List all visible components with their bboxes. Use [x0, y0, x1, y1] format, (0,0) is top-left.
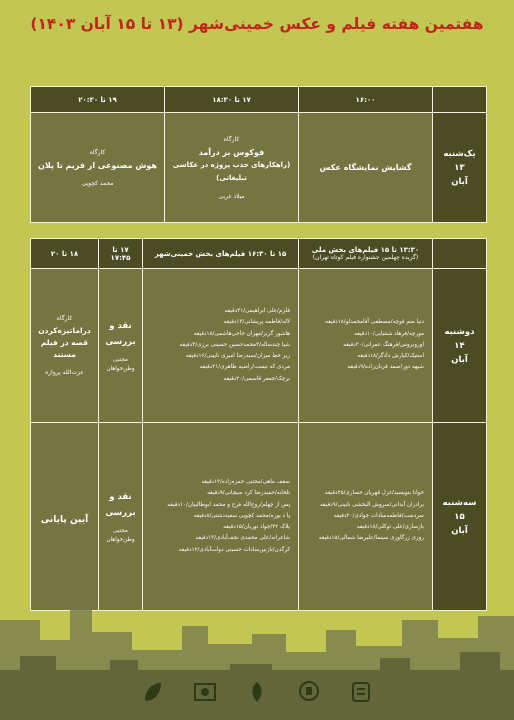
film-item: شیهه دور/صمد قربان‌زاده/۹دقیقه	[347, 364, 424, 371]
event-title: فوکوس بر درآمد	[198, 147, 265, 157]
film-item: کرگدن/نازنین‌سادات حسینی دولت‌آبادی/۱۲دقیقه	[178, 546, 290, 553]
critique-title: نقد و	[109, 320, 132, 331]
emblem-logo-icon	[244, 677, 270, 707]
event-kind: کارگاه	[89, 148, 106, 156]
title-text: هفتمین هفته فیلم و عکس خمینی‌شهر (۱۳ تا ۱۵ آبان ۱۴۰۳)	[30, 15, 484, 33]
time-header: ۱۹ تا ۲۰:۳۰	[31, 87, 165, 113]
day-cell	[433, 113, 487, 223]
time-header	[99, 239, 143, 269]
time-header: ۱۸ تا ۲۰	[31, 239, 99, 269]
local-films	[143, 269, 299, 423]
critique-speaker: وطن‌خواهان	[106, 365, 135, 372]
leaf-logo-icon	[140, 677, 166, 707]
header-line: (گزیده چهلمین جشنواره فیلم کوتاه تهران)	[312, 254, 419, 261]
event-cell	[299, 113, 433, 223]
schedule-mon-tue	[30, 238, 487, 611]
day-name: یک‌شنبه	[443, 148, 476, 159]
critique-title: نقد و	[109, 491, 132, 502]
film-item: اوروبروس/فرهنگ عمرانی/۲۰دقیقه	[343, 341, 424, 348]
film-item: مورچه/فرهاد شنتیایی/۱۰دقیقه	[354, 330, 424, 337]
event-title: گشایش نمایشگاه عکس	[319, 163, 412, 172]
film-item: لاله/فاطمه پریشانی/۱۳دقیقه	[223, 319, 290, 326]
film-item: خوانا بنویسید/غزل قهریان حصاری/۲۵دقیقه	[324, 490, 424, 497]
header-line: ۱۷ تا	[112, 245, 129, 254]
film-item: شیا چندساله/۳محمدحسین حسینی برزی/۴دقیقه	[179, 341, 290, 348]
ministry-logo-icon	[296, 677, 322, 707]
time-header: ۱۶:۰۰	[299, 87, 433, 113]
event-cell	[165, 113, 299, 223]
national-films	[299, 269, 433, 423]
critique-speaker: مجتبی	[113, 356, 128, 363]
association-logo-icon	[348, 677, 374, 707]
time-header: ۱۷ تا ۱۸:۳۰	[165, 87, 299, 113]
time-header: ۱۵ تا ۱۶:۳۰ فیلم‌های بخش خمینی‌شهر	[143, 239, 299, 269]
film-item: بازسازی/علی توکلی/۱۸دقیقه	[356, 524, 424, 531]
critique-title: بررسی	[105, 336, 136, 347]
evening-cell	[31, 269, 99, 423]
film-item: تلخابه/حمیدرضا کرد سیچانی/۹دقیقه	[207, 490, 290, 497]
film-item: پا د بوره/محمد کچویی سفیددشتی/۸دقیقه	[193, 512, 290, 519]
film-item: برادران آبدانی/سروش الیخشی نایینی/۹دقیقه	[319, 501, 424, 508]
event-subtitle: (راهکارهای جذب پروژه در عکاسی تبلیغاتی)	[172, 160, 291, 182]
film-item: پلاک ۲۲/جواد نوریان/۱۵دقیقه	[223, 524, 290, 531]
day-date: ۱۴	[454, 340, 465, 351]
film-item: روزی زرگاوزی سینما/علیرضا شمالی/۱۵دقیقه	[318, 535, 424, 542]
event-speaker: محمد کچویی	[81, 179, 114, 187]
film-item: قلزم/علی ابراهیمی/۳۱دقیقه	[224, 308, 290, 315]
event-speaker: میلاد غربی	[218, 192, 245, 200]
film-item: برچک/جعفر قاسمی/۲۰دقیقه	[223, 375, 290, 382]
event-title: دراماتیزه‌کردن قصه در فیلم مستند	[38, 326, 91, 359]
film-item: زیر خط میزان/سیدرضا امیری نایینی/۱۶دقیقه	[185, 353, 290, 360]
film-logo-icon	[192, 677, 218, 707]
film-item: دنیا منم قوچه/مصطفی آقامحمدلو/۱۸دقیقه	[325, 319, 424, 326]
day-month: آبان	[451, 525, 468, 536]
header-line: ۱۷:۴۵	[110, 253, 131, 262]
day-month: آبان	[451, 354, 468, 365]
day-month: آبان	[451, 176, 468, 187]
sponsor-logos	[0, 672, 514, 712]
header-line: ۱۳:۳۰ تا ۱۵ فیلم‌های بخش ملی	[311, 246, 420, 254]
critique-speaker: وطن‌خواهان	[106, 536, 135, 543]
day-cell	[433, 269, 487, 423]
film-item: هاشور گریز/مهران حاجی‌هاشمی/۱۸دقیقه	[193, 330, 290, 337]
film-item: استیک/کیارش دادگر/۱۸دقیقه	[357, 353, 424, 360]
event-kind: کارگاه	[56, 315, 73, 322]
day-name: سه‌شنبه	[442, 497, 477, 508]
poster-title	[10, 14, 504, 34]
event-title: هوش مصنوعی از فریم تا پلان	[38, 160, 157, 170]
film-item: پس از چهلم/روح‌الله فرح و محمد ابوطالبیان/۱۰دقیقه	[167, 501, 290, 508]
critique-title: بررسی	[105, 507, 136, 518]
film-item: مردی که نیست/راضیه طاهری/۲۱دقیقه	[199, 364, 290, 371]
day-date: ۱۵	[454, 511, 465, 522]
event-kind: کارگاه	[223, 135, 240, 143]
corner-cell	[433, 87, 487, 113]
event-cell	[31, 113, 165, 223]
time-header	[299, 239, 433, 269]
event-speaker: عزت‌الله پروازه	[45, 369, 84, 376]
critique-cell	[99, 269, 143, 423]
day-date: ۱۳	[454, 162, 465, 173]
film-item: شاعرانه/علی محمدی نجف‌آبادی/۱۳دقیقه	[195, 535, 290, 542]
film-item: سردست/فاطمه‌سادات جوادی/۲۰دقیقه	[333, 512, 424, 519]
closing-ceremony: آیین پایانی	[40, 515, 89, 525]
film-item: سقف ماهی/مجتبی حمزه‌زاده/۱۳دقیقه	[201, 479, 290, 486]
critique-speaker: مجتبی	[113, 527, 128, 534]
schedule-sunday	[30, 86, 487, 223]
corner-cell	[433, 239, 487, 269]
day-name: دوشنبه	[444, 326, 475, 337]
